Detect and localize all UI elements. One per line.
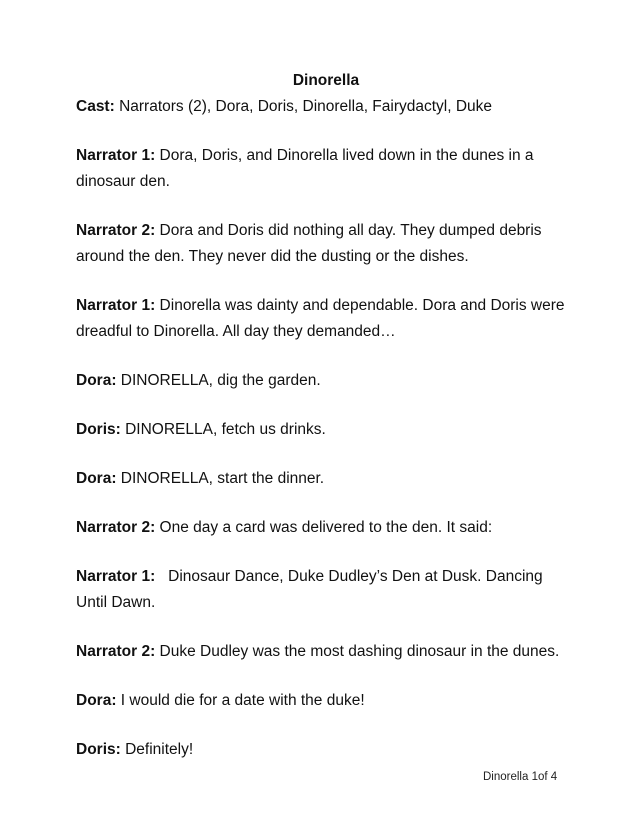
speaker-label: Dora: bbox=[76, 372, 117, 389]
speaker-label: Doris: bbox=[76, 421, 121, 438]
speaker-label: Narrator 1: bbox=[76, 147, 156, 164]
script-line bbox=[76, 688, 576, 714]
speaker-label: Narrator 1: bbox=[76, 297, 156, 314]
script-line bbox=[76, 218, 576, 270]
speaker-label: Dora: bbox=[76, 470, 117, 487]
cast-list bbox=[76, 94, 576, 120]
line-text: DINORELLA, fetch us drinks. bbox=[120, 421, 326, 438]
cast-text: Narrators (2), Dora, Doris, Dinorella, Fairydactyl, Duke bbox=[114, 98, 493, 115]
line-text: I would die for a date with the duke! bbox=[116, 692, 365, 709]
line-text: Dinosaur Dance, Duke Dudley’s Den at Dusk. Dancing Until Dawn. bbox=[76, 568, 547, 611]
script-line bbox=[76, 466, 576, 492]
script-title: Dinorella bbox=[292, 72, 360, 89]
line-text: DINORELLA, dig the garden. bbox=[116, 372, 321, 389]
script-line bbox=[76, 639, 576, 665]
script-line bbox=[76, 417, 576, 443]
line-text: Duke Dudley was the most dashing dinosaur in the dunes. bbox=[155, 643, 560, 660]
script-line bbox=[76, 143, 576, 195]
speaker-label: Narrator 2: bbox=[76, 643, 156, 660]
line-text: DINORELLA, start the dinner. bbox=[116, 470, 325, 487]
line-text: Definitely! bbox=[120, 741, 194, 758]
cast-label: Cast: bbox=[76, 98, 115, 115]
script-line bbox=[76, 515, 576, 541]
script-line bbox=[76, 293, 576, 345]
script-line bbox=[76, 564, 576, 616]
speaker-label: Narrator 2: bbox=[76, 519, 156, 536]
line-text: Dora and Doris did nothing all day. They dumped debris around the den. They never did the dusting or the dishes. bbox=[76, 222, 542, 265]
speaker-label: Doris: bbox=[76, 741, 121, 758]
speaker-label: Dora: bbox=[76, 692, 117, 709]
line-text: Dinorella was dainty and dependable. Dora and Doris were dreadful to Dinorella. All day they demanded… bbox=[76, 297, 565, 340]
script-line bbox=[76, 368, 576, 394]
speaker-label: Narrator 1: bbox=[76, 568, 156, 585]
speaker-label: Narrator 2: bbox=[76, 222, 156, 239]
script-line bbox=[76, 737, 576, 763]
line-text: One day a card was delivered to the den. It said: bbox=[155, 519, 493, 536]
document-page bbox=[76, 68, 576, 786]
page-footer: Dinorella 1of 4 bbox=[483, 771, 558, 783]
line-text: Dora, Doris, and Dinorella lived down in the dunes in a dinosaur den. bbox=[76, 147, 534, 190]
